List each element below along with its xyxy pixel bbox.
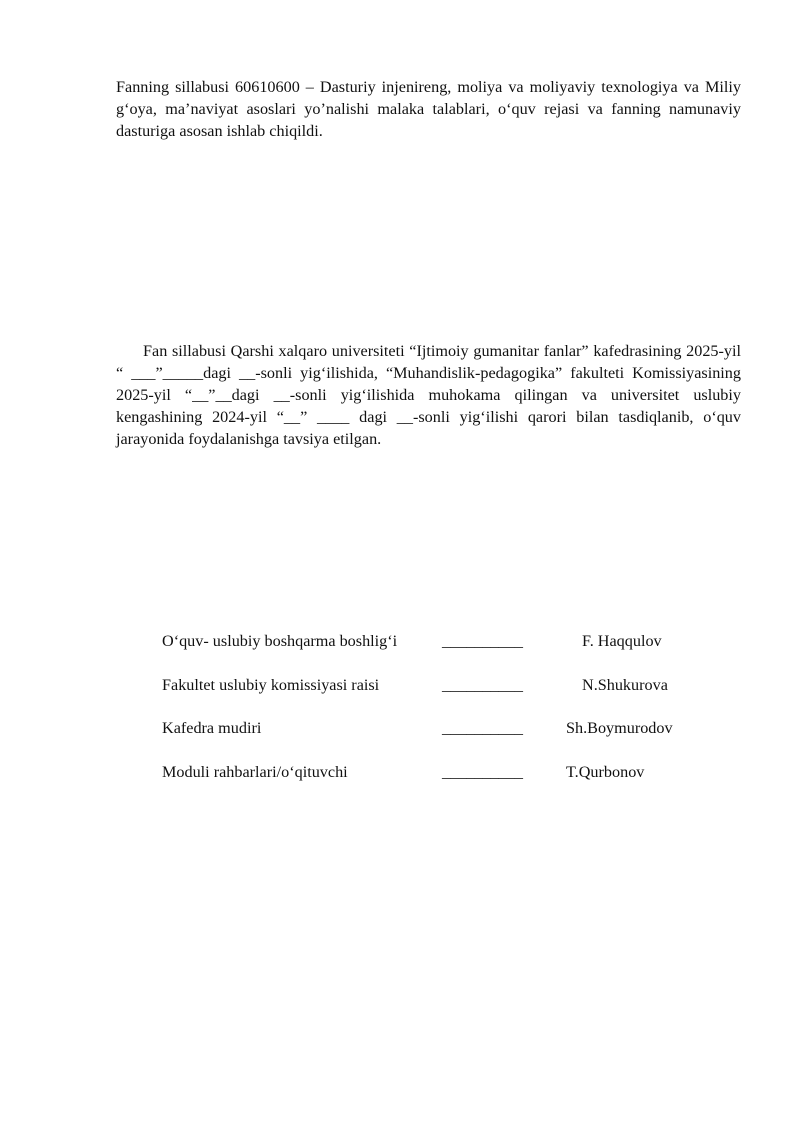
signature-line: __________: [442, 632, 523, 651]
signature-row: [162, 751, 673, 795]
signatory-name: N.Shukurova: [582, 675, 668, 694]
signatory-role: Fakultet uslubiy komissiyasi raisi: [162, 675, 380, 694]
signature-line: __________: [442, 762, 523, 781]
approval-paragraph: Fan sillabusi Qarshi xalqaro universiteti “Ijtimoiy gumanitar fanlar” kafedrasining 2025-yil “ ___”_____dagi __-sonli yig‘ilishida, “Muhandislik-pedagogika” fakulteti Komissiyasining 2025-yil “__”__dagi __-sonli yig‘ilishida muhokama qilingan va universitet uslubiy kengashining 2024-yil “__” ____ dagi __-sonli yig‘ilishi qarori bilan tasdiqlanib, o‘quv jarayonida foydalanishga tavsiya etilgan.: [116, 342, 741, 448]
signature-row: [162, 620, 673, 664]
signatory-name: Sh.Boymurodov: [566, 719, 673, 738]
signatory-role: Moduli rahbarlari/o‘qituvchi: [162, 762, 348, 781]
signature-line: __________: [442, 675, 523, 694]
signatory-role: Kafedra mudiri: [162, 719, 262, 738]
signatory-name: T.Qurbonov: [566, 762, 645, 781]
signature-line: __________: [442, 719, 523, 738]
signatory-role: O‘quv- uslubiy boshqarma boshlig‘i: [162, 632, 398, 651]
syllabus-basis-paragraph: Fanning sillabusi 60610600 – Dasturiy injenireng, moliya va moliyaviy texnologiya va Miliy g‘oya, ma’naviyat asoslari yo’nalishi malaka talablari, o‘quv rejasi va fanning namunaviy dasturiga asosan ishlab chiqildi.: [116, 78, 741, 140]
signature-row: [162, 664, 673, 708]
signature-row: [162, 707, 673, 751]
signatory-name: F. Haqqulov: [582, 632, 662, 651]
signature-table: [162, 620, 673, 794]
